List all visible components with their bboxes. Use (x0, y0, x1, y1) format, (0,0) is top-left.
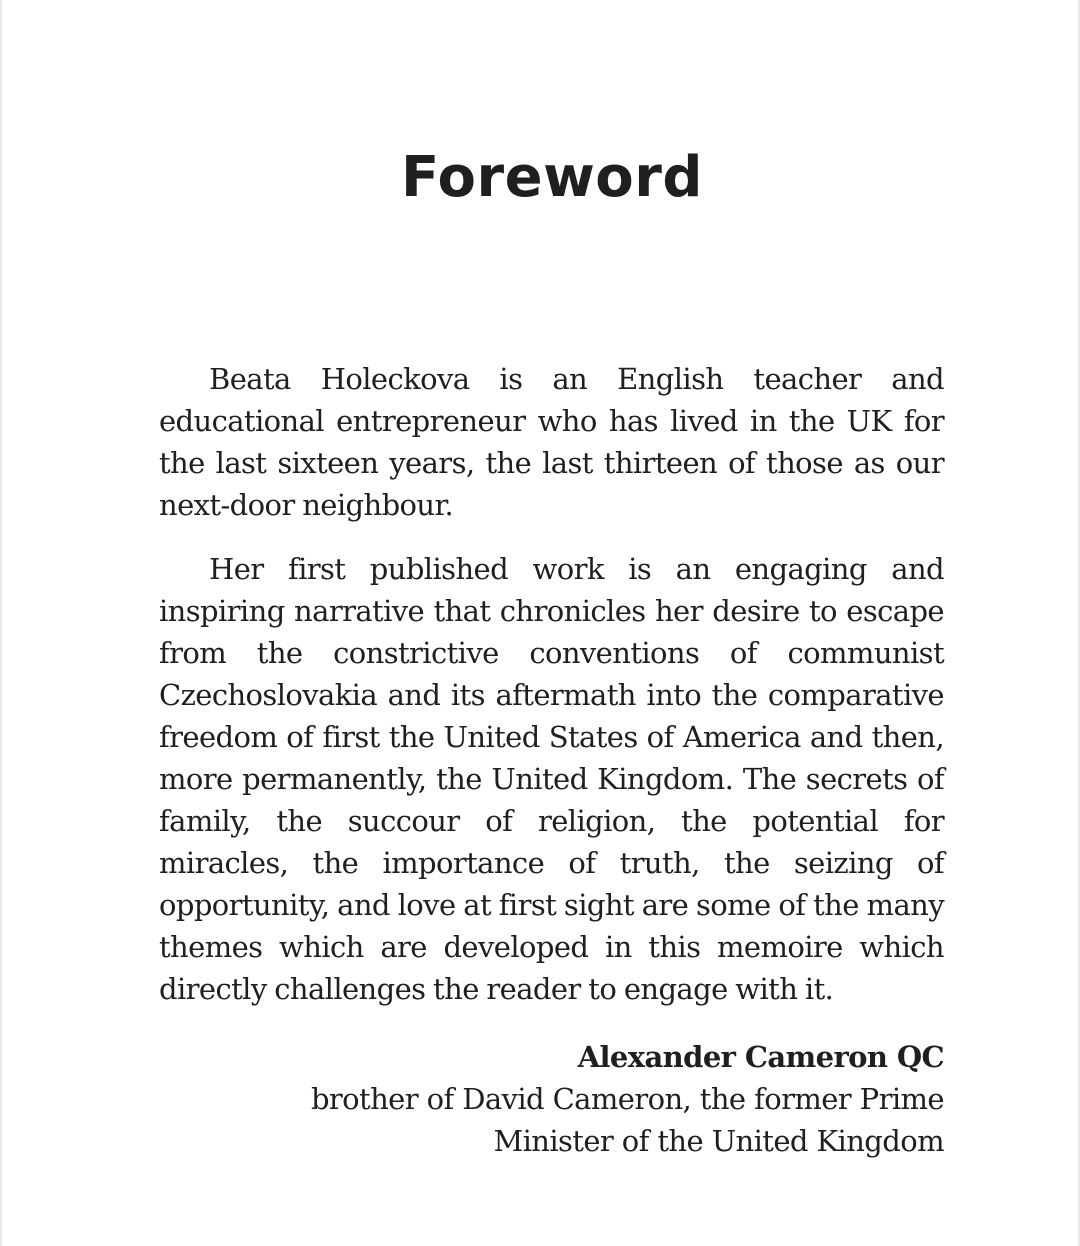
signature-block (244, 1036, 944, 1162)
page-title: Foreword (401, 145, 703, 210)
signature-description-line2: Minister of the United Kingdom (493, 1124, 944, 1158)
signature-description-line1: brother of David Cameron, the former Prime (310, 1082, 944, 1116)
foreword-body (159, 358, 944, 1010)
paragraph-summary: Her first published work is an engaging and inspiring narrative that chronicles her desire to escape from the constrictive conventions of communist Czechoslovakia and its aftermath into the comparative freedom of first the United States of America and then, more permanently, the United Kingdom. The secrets of family, the succour of religion, the potential for miracles, the importance of truth, the seizing of opportunity, and love at first sight are some of the many themes which are developed in this memoire which directly challenges the reader to engage with it. (159, 552, 944, 1006)
paragraph-introduction: Beata Holeckova is an English teacher and educational entrepreneur who has lived in the UK for the last sixteen years, the last thirteen of those as our next-door neighbour. (159, 362, 944, 522)
signature-name: Alexander Cameron QC (577, 1040, 944, 1074)
